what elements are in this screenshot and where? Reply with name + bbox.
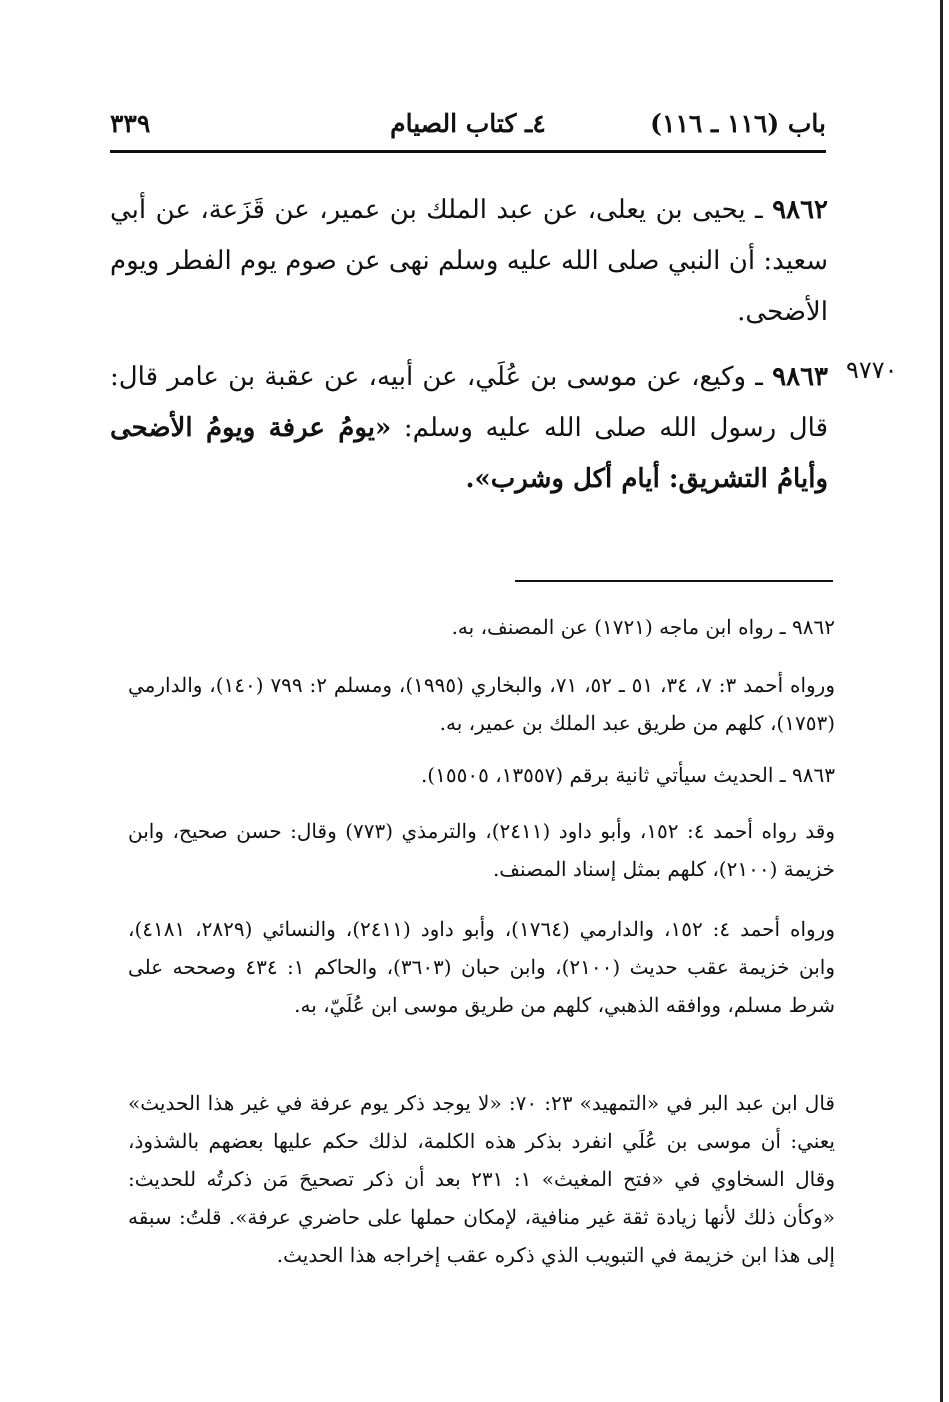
hadith-text: ـ وكيع، عن موسى بن عُلَي، عن أبيه، عن عقبة بن عامر قال: قال رسول الله صلى الله عليه وسلم: [110,362,828,443]
hadith-number: ٩٨٦٢ [772,195,828,225]
footnote-9862-sources: ورواه أحمد ٣: ٧، ٣٤، ٥١ ـ ٥٢، ٧١، والبخاري (١٩٩٥)، ومسلم ٢: ٧٩٩ (١٤٠)، والدارمي (١٧٥٣)، كلهم من طريق عبد الملك بن عمير، به. [128,673,835,735]
footnote-9862-ibn-majah: ٩٨٦٢ ـ رواه ابن ماجه (١٧٢١) عن المصنف، به. [451,615,835,639]
footnote-9863-more-sources: ورواه أحمد ٤: ١٥٢، والدارمي (١٧٦٤)، وأبو داود (٢٤١١)، والنسائي (٢٨٢٩، ٤١٨١)، وابن خزيمة عقب حديث (٢١٠٠)، وابن حبان (٣٦٠٣)، والحاكم ١: ٤٣٤ وصححه على شرط مسلم، ووافقه الذهبي، كلهم من طريق موسى ابن عُلَيّ، به. [128,917,835,1017]
hadith-number: ٩٨٦٣ [772,362,828,392]
footnote-divider [515,580,833,582]
hadith-9862 [110,185,828,338]
footnote-9863-repeat: ٩٨٦٣ ـ الحديث سيأتي ثانية برقم (١٣٥٥٧، ١٥٥٠٥). [420,763,835,787]
page-number: ٣٣٩ [110,109,151,138]
hadith-9863 [110,352,828,505]
header-divider [110,150,826,153]
footnote-9863-commentary: قال ابن عبد البر في «التمهيد» ٢٣: ٧٠: «لا يوجد ذكر يوم عرفة في غير هذا الحديث» يعني: أن موسى بن عُلَي انفرد بذكر هذه الكلمة، لذلك حكم عليها بعضهم بالشذوذ، وقال السخاوي في «فتح المغيث» ١: ٢٣١ بعد أن ذكر تصحيحَ مَن ذكرتُه للحديث: «وكأن ذلك لأنها زيادة ثقة غير منافية، لإمكان حملها على حاضري عرفة». قلتُ: سبقه إلى هذا ابن خزيمة في التبويب الذي ذكره عقب إخراجه هذا الحديث. [128,1091,835,1267]
book-title: ٤ـ كتاب الصيام [390,109,546,138]
hadith-text: ـ يحيى بن يعلى، عن عبد الملك بن عمير، عن قَزَعة، عن أبي سعيد: أن النبي صلى الله عليه وسلم نهى عن صوم يوم الفطر ويوم الأضحى. [110,195,828,327]
footnote-9863-sources: وقد رواه أحمد ٤: ١٥٢، وأبو داود (٢٤١١)، والترمذي (٧٧٣) وقال: حسن صحيح، وابن خزيمة (٢١٠٠)، كلهم بمثل إسناد المصنف. [128,819,835,881]
page-edge-line [940,0,943,1402]
page-header [110,108,826,152]
chapter-heading: باب (١١٦ ـ ١١٦) [650,109,826,138]
margin-cross-reference: ٩٧٧٠ [846,356,898,384]
hadith-matn-bold: «يومُ عرفة ويومُ الأضحى وأيامُ التشريق: أيام أكل وشرب». [110,413,828,494]
